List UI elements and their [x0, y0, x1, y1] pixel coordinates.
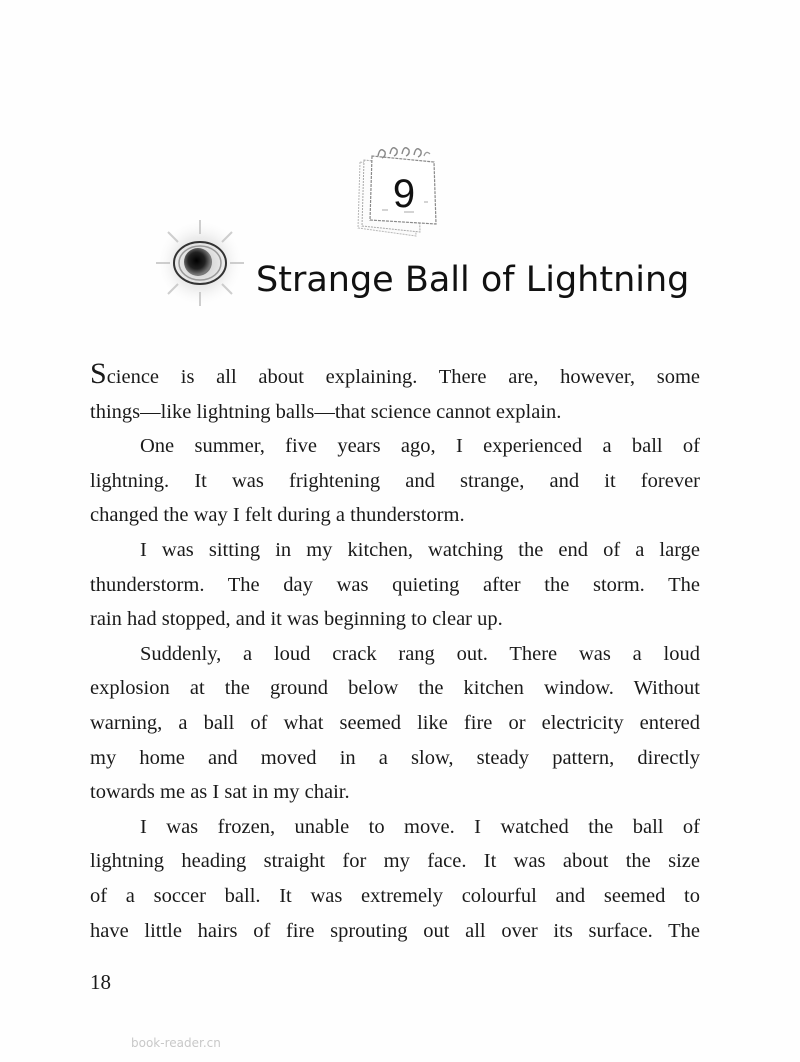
watermark: book-reader.cn — [131, 1036, 221, 1050]
body-line: of a soccer ball. It was extremely colourful and seemed to — [90, 884, 700, 907]
body-line: Science is all about explaining. There are, however, some — [90, 357, 700, 390]
body-line: my home and moved in a slow, steady pattern, directly — [90, 746, 700, 769]
chapter-number: 9 — [392, 172, 416, 216]
body-line: lightning heading straight for my face. It was about the size — [90, 850, 700, 873]
body-line: have little hairs of fire sprouting out all over its surface. The — [90, 919, 700, 942]
body-line: things—like lightning balls—that science cannot explain. — [90, 400, 562, 423]
calendar-icon — [352, 140, 444, 240]
body-line: towards me as I sat in my chair. — [90, 781, 350, 804]
body-line: I was sitting in my kitchen, watching the end of a large — [140, 538, 700, 561]
body-line: changed the way I felt during a thunderstorm. — [90, 504, 465, 527]
body-line: rain had stopped, and it was beginning to clear up. — [90, 608, 503, 631]
page-number: 18 — [90, 970, 111, 994]
body-line: warning, a ball of what seemed like fire or electricity entered — [90, 711, 700, 734]
body-line: One summer, five years ago, I experienced a ball of — [140, 435, 700, 458]
body-line: explosion at the ground below the kitchen window. Without — [90, 677, 700, 700]
lightning-ball-icon — [150, 218, 250, 308]
body-line: lightning. It was frightening and strange, and it forever — [90, 469, 700, 492]
body-line: thunderstorm. The day was quieting after the storm. The — [90, 573, 700, 596]
body-line: Suddenly, a loud crack rang out. There was a loud — [140, 642, 700, 665]
body-line: I was frozen, unable to move. I watched the ball of — [140, 815, 700, 838]
drop-cap: S — [90, 357, 107, 390]
chapter-body — [90, 357, 700, 948]
chapter-title: Strange Ball of Lightning — [256, 260, 690, 300]
